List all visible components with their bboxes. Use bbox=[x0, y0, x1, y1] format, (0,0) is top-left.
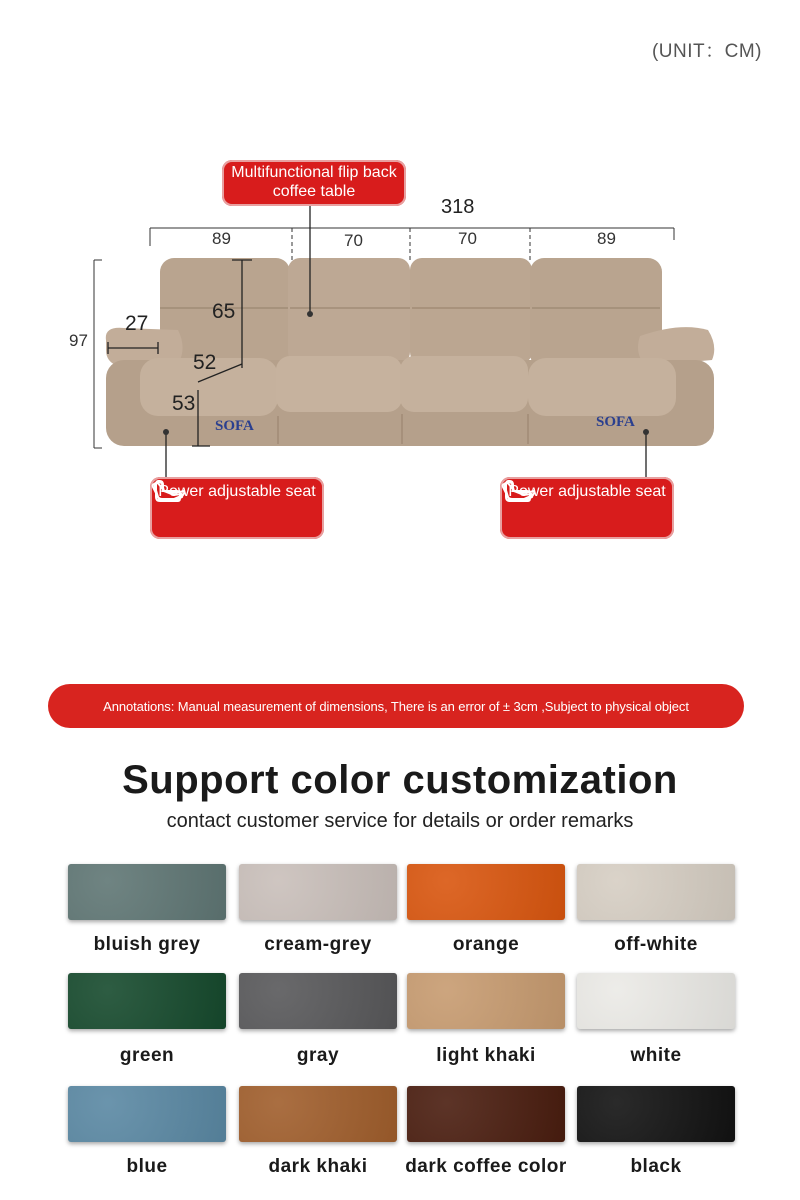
color-swatch-label: gray bbox=[296, 1045, 340, 1066]
color-swatch[interactable] bbox=[239, 973, 397, 1029]
color-swatch-label: dark coffee color bbox=[405, 1156, 567, 1177]
page-title: Support color customization bbox=[122, 758, 678, 802]
color-swatch[interactable] bbox=[68, 864, 226, 920]
page-subtitle: contact customer service for details or order remarks bbox=[166, 810, 634, 832]
dimension-section-2: 70 bbox=[344, 231, 363, 250]
callout-power-seat-left bbox=[150, 477, 324, 539]
color-swatch-label: off-white bbox=[614, 934, 698, 955]
color-swatch-label: light khaki bbox=[436, 1045, 536, 1066]
color-swatch-label: dark khaki bbox=[268, 1156, 368, 1177]
callout-power-seat-right bbox=[500, 477, 674, 539]
color-swatch-label: black bbox=[630, 1156, 682, 1177]
color-swatch-label: bluish grey bbox=[93, 934, 201, 955]
dimension-seat-height: 53 bbox=[172, 392, 196, 415]
color-swatch-label: white bbox=[630, 1045, 682, 1066]
callout-power-seat-left-text: Power adjustable seat bbox=[158, 483, 316, 500]
recliner-full-icon bbox=[500, 477, 536, 505]
sofa-dimension-diagram bbox=[0, 150, 800, 550]
color-swatch[interactable] bbox=[239, 1086, 397, 1142]
callout-power-seat-right-text: Power adjustable seat bbox=[508, 483, 666, 500]
sofa-shape bbox=[106, 206, 714, 477]
color-swatch[interactable] bbox=[577, 1086, 735, 1142]
dimension-arm-width: 27 bbox=[125, 312, 149, 335]
color-swatch[interactable] bbox=[407, 864, 565, 920]
sofa-illustration bbox=[0, 150, 800, 550]
recliner-full-icon bbox=[150, 477, 186, 505]
color-swatch-label: orange bbox=[452, 934, 520, 955]
unit-label: (UNIT：CM) bbox=[651, 41, 762, 62]
dimension-back-height: 65 bbox=[212, 300, 236, 323]
color-swatch[interactable] bbox=[407, 973, 565, 1029]
color-swatch[interactable] bbox=[407, 1086, 565, 1142]
color-swatch-label: green bbox=[119, 1045, 175, 1066]
sofa-print-left: SOFA bbox=[215, 418, 254, 434]
dimension-total-width: 318 bbox=[441, 196, 475, 218]
color-swatch[interactable] bbox=[68, 1086, 226, 1142]
callout-coffee-table: Multifunctional flip back coffee table bbox=[222, 160, 406, 206]
dimension-section-1: 89 bbox=[212, 229, 231, 248]
dimension-section-3: 70 bbox=[458, 229, 477, 248]
color-swatch[interactable] bbox=[577, 973, 735, 1029]
color-swatch-label: cream-grey bbox=[264, 934, 372, 955]
color-swatch-label: blue bbox=[126, 1156, 168, 1177]
color-swatch[interactable] bbox=[239, 864, 397, 920]
sofa-print-right: SOFA bbox=[596, 414, 635, 430]
dimension-section-4: 89 bbox=[597, 229, 616, 248]
annotation-banner: Annotations: Manual measurement of dimensions, There is an error of ± 3cm ,Subject to physical object bbox=[48, 684, 744, 728]
dimension-seat-depth: 52 bbox=[193, 351, 217, 374]
dimension-height: 97 bbox=[69, 331, 88, 350]
color-swatch[interactable] bbox=[68, 973, 226, 1029]
color-swatch[interactable] bbox=[577, 864, 735, 920]
